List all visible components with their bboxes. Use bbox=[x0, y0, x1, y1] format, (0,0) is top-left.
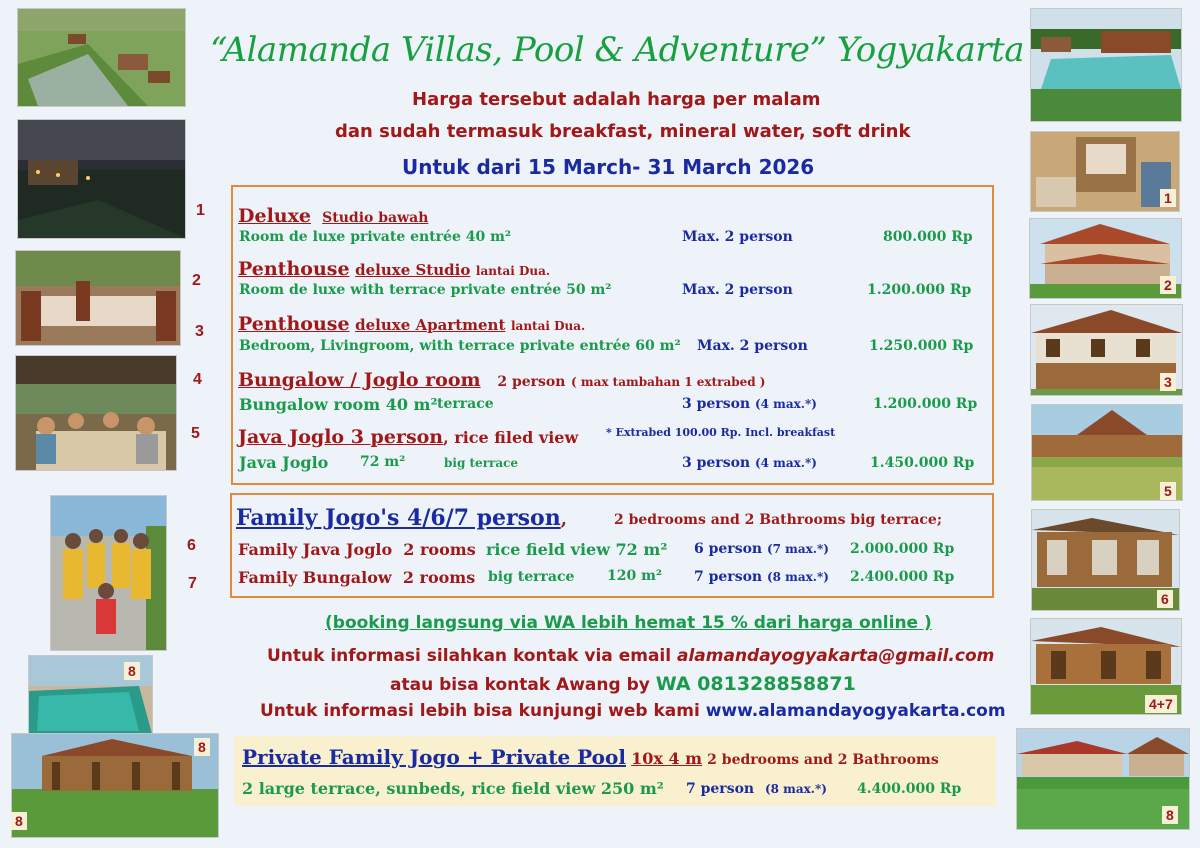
wa-number[interactable]: WA 081328858871 bbox=[655, 673, 856, 695]
room-penthouse-studio-heading: Penthouse deluxe Studio lantai Dua. bbox=[238, 258, 551, 280]
room-bungalow-heading: Bungalow / Joglo room 2 person ( max tambahan 1 extrabed ) bbox=[238, 369, 766, 391]
date-line: Untuk dari 15 March- 31 March 2026 bbox=[402, 155, 815, 179]
family-java-name: Family Java Joglo 2 rooms bbox=[238, 540, 476, 559]
booking-note: (booking langsung via WA lebih hemat 15 % dari harga online ) bbox=[325, 613, 932, 633]
room-sub: Studio bawah bbox=[322, 210, 429, 226]
room-penthouse-apartment-heading: Penthouse deluxe Apartment lantai Dua. bbox=[238, 313, 586, 335]
room-desc: Room de luxe private entrée 40 m² bbox=[239, 229, 512, 245]
photo-group-dinner bbox=[15, 355, 177, 471]
page-title: “Alamanda Villas, Pool & Adventure” Yogyakarta bbox=[210, 30, 1024, 70]
family-bungalow-name: Family Bungalow 2 rooms bbox=[238, 568, 476, 587]
subtitle-line-1: Harga tersebut adalah harga per malam bbox=[412, 89, 821, 110]
family-bungalow-persons: 7 person (8 max.*) bbox=[694, 569, 829, 585]
room-price: 1.250.000 Rp bbox=[869, 338, 974, 354]
room-java-joglo-heading: Java Joglo 3 person, rice filed view bbox=[238, 426, 579, 448]
room-size: 72 m² bbox=[360, 454, 406, 470]
photo-label: 5 bbox=[1160, 482, 1176, 500]
room-persons: 3 person (4 max.*) bbox=[682, 396, 817, 412]
room-price: 1.450.000 Rp bbox=[870, 455, 975, 471]
family-heading: Family Jogo's 4/6/7 person, bbox=[236, 505, 567, 531]
private-heading: Private Family Jogo + Private Pool 10x 4 m 2 bedrooms and 2 Bathrooms bbox=[242, 745, 939, 769]
room-price: 1.200.000 Rp bbox=[867, 282, 972, 298]
row-number: 7 bbox=[188, 575, 197, 592]
photo-joglo-rice-field bbox=[11, 733, 219, 838]
contact-wa-line: atau bisa kontak Awang by WA 081328858871 bbox=[390, 673, 856, 695]
room-desc: Bedroom, Livingroom, with terrace private entrée 60 m² bbox=[239, 338, 681, 354]
family-desc: 2 bedrooms and 2 Bathrooms big terrace; bbox=[614, 512, 942, 528]
private-desc: 2 large terrace, sunbeds, rice field view 250 m² bbox=[242, 779, 664, 798]
contact-web-line: Untuk informasi lebih bisa kunjungi web kami www.alamandayogyakarta.com bbox=[260, 701, 1006, 721]
room-price: 800.000 Rp bbox=[883, 229, 973, 245]
row-number: 6 bbox=[187, 537, 196, 554]
photo-label: 8 bbox=[1162, 806, 1178, 824]
room-persons: 3 person (4 max.*) bbox=[682, 455, 817, 471]
room-max: Max. 2 person bbox=[697, 338, 808, 354]
photo-label: 8 bbox=[194, 738, 210, 756]
web-link[interactable]: www.alamandayogyakarta.com bbox=[705, 701, 1006, 721]
row-number: 5 bbox=[191, 425, 200, 442]
photo-rice-field-aerial bbox=[17, 8, 186, 107]
photo-label: 4+7 bbox=[1145, 695, 1177, 713]
room-desc: Java Joglo bbox=[239, 453, 329, 472]
room-max: Max. 2 person bbox=[682, 229, 793, 245]
photo-label: 8 bbox=[124, 662, 140, 680]
room-terrace: big terrace bbox=[444, 456, 519, 470]
private-price: 4.400.000 Rp bbox=[857, 781, 962, 797]
photo-label: 3 bbox=[1160, 373, 1176, 391]
family-bungalow-size: 120 m² bbox=[607, 568, 663, 584]
contact-email-line: Untuk informasi silahkan kontak via email alamandayogyakarta@gmail.com bbox=[267, 646, 995, 666]
row-number: 4 bbox=[193, 371, 202, 388]
photo-label: 6 bbox=[1157, 590, 1173, 608]
photo-pool-villa bbox=[1030, 8, 1182, 122]
photo-label: 2 bbox=[1160, 276, 1176, 294]
room-max: Max. 2 person bbox=[682, 282, 793, 298]
photo-label: 8 bbox=[11, 812, 27, 830]
photo-family-group bbox=[50, 495, 167, 651]
family-java-price: 2.000.000 Rp bbox=[850, 541, 955, 557]
room-desc: Room de luxe with terrace private entrée 50 m² bbox=[239, 282, 612, 298]
photo-dining-table bbox=[15, 250, 181, 346]
family-bungalow-price: 2.400.000 Rp bbox=[850, 569, 955, 585]
row-number: 2 bbox=[192, 272, 201, 289]
family-java-persons: 6 person (7 max.*) bbox=[694, 541, 829, 557]
room-name: Deluxe bbox=[238, 205, 312, 227]
room-price: 1.200.000 Rp bbox=[873, 396, 978, 412]
room-deluxe-heading bbox=[238, 205, 428, 227]
photo-night-villas bbox=[17, 119, 186, 239]
family-bungalow-view: big terrace bbox=[488, 569, 575, 585]
family-java-view: rice field view 72 m² bbox=[486, 540, 668, 559]
private-persons: 7 person (8 max.*) bbox=[686, 781, 827, 797]
row-number: 1 bbox=[196, 202, 205, 219]
room-desc: Bungalow room 40 m² bbox=[239, 395, 438, 414]
email-link[interactable]: alamandayogyakarta@gmail.com bbox=[677, 646, 995, 666]
row-number: 3 bbox=[195, 323, 204, 340]
photo-room-interior bbox=[1030, 131, 1180, 212]
subtitle-line-2: dan sudah termasuk breakfast, mineral water, soft drink bbox=[335, 121, 911, 142]
room-terrace: terrace bbox=[437, 396, 494, 412]
photo-label: 1 bbox=[1160, 189, 1176, 207]
extrabed-note: * Extrabed 100.00 Rp. Incl. breakfast bbox=[606, 426, 836, 439]
